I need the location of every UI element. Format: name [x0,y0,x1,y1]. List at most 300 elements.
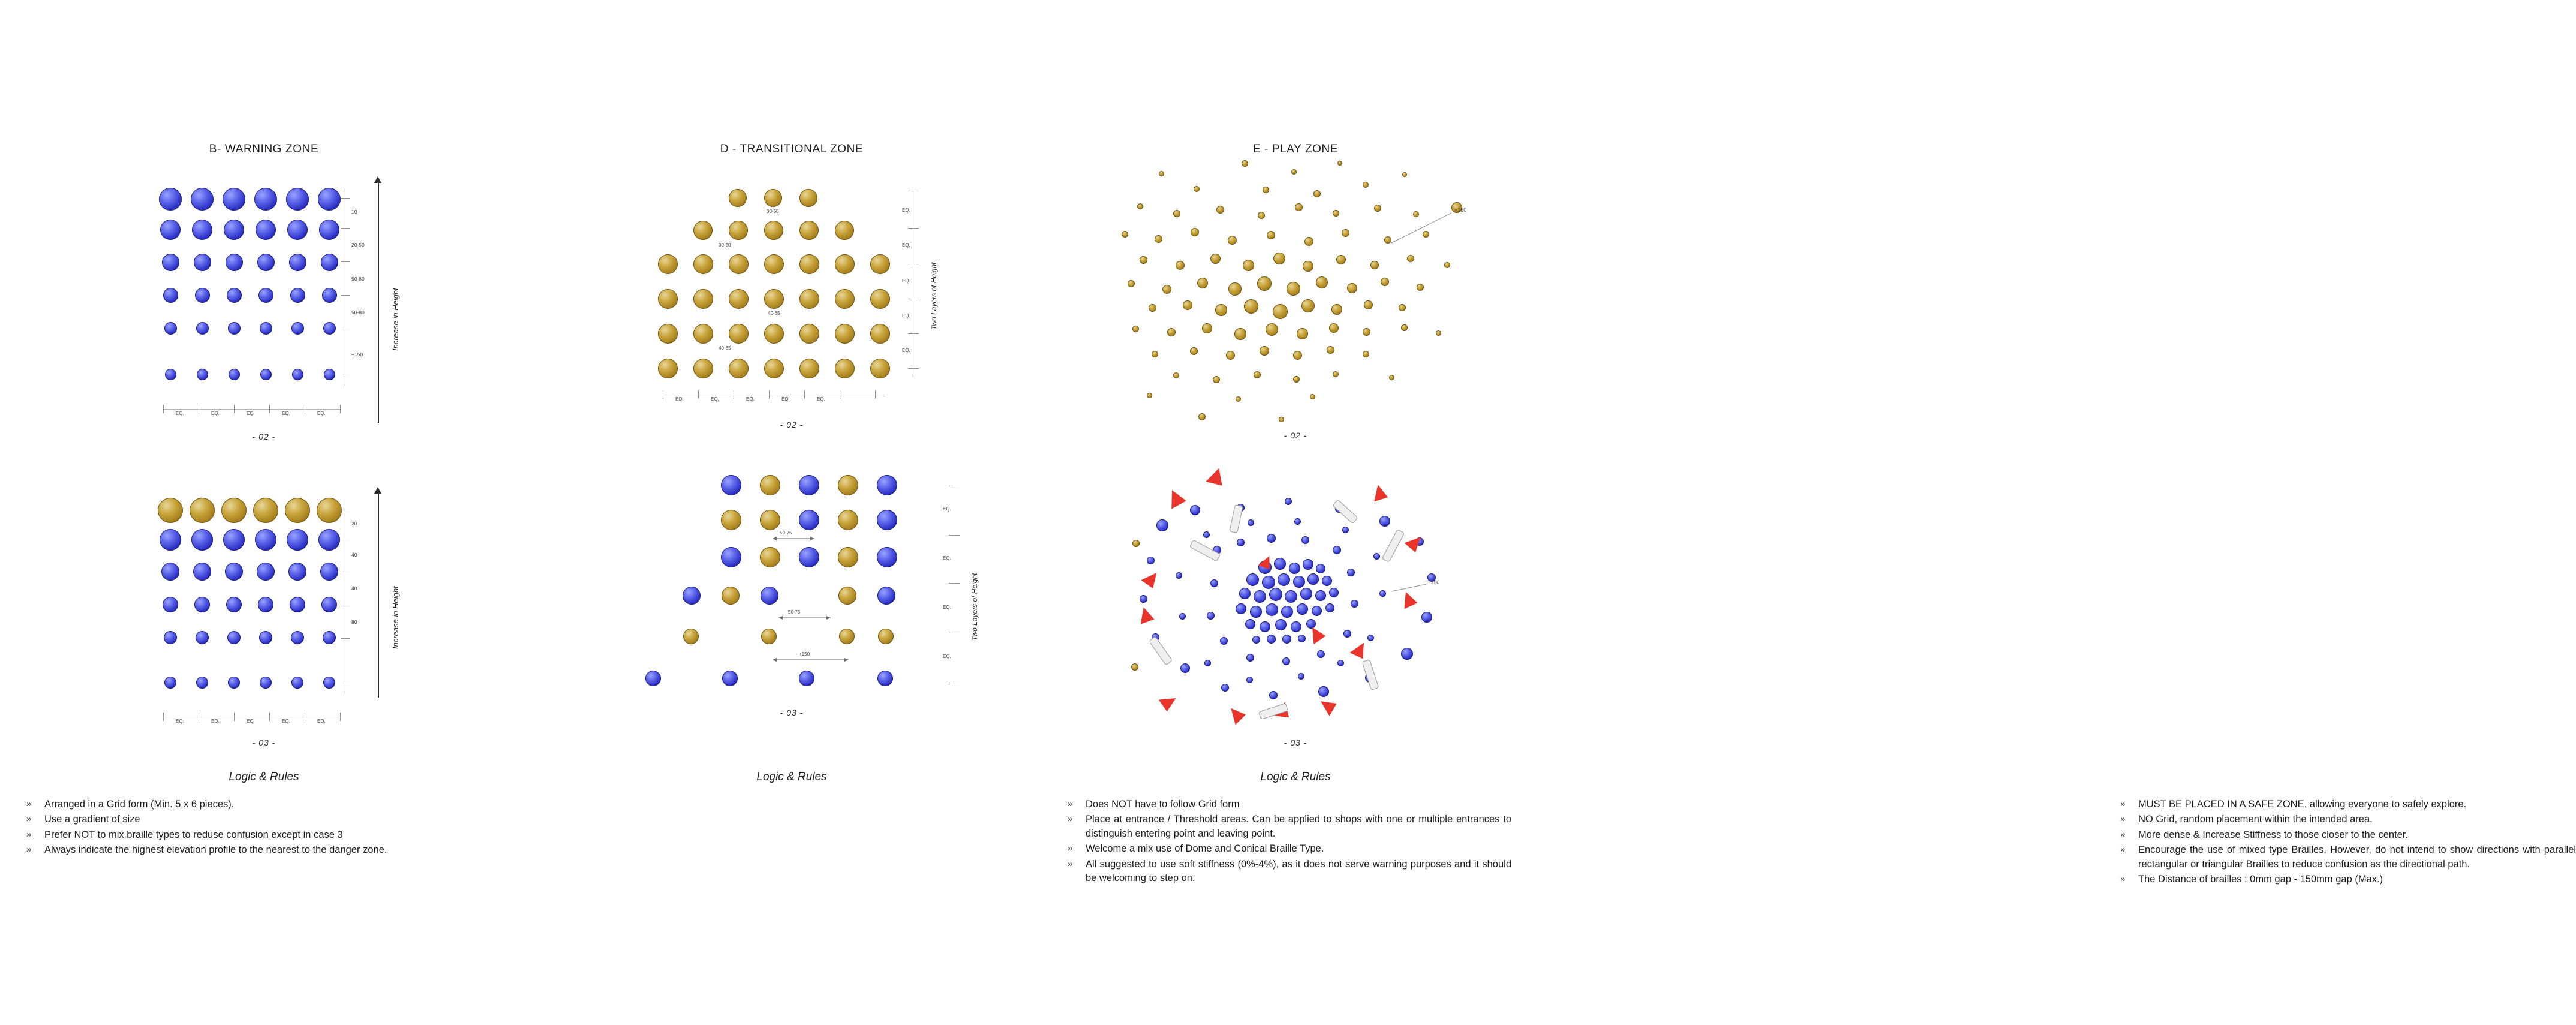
braille-dot [1167,328,1176,336]
braille-dot [1213,376,1220,383]
braille-dot [1313,190,1321,197]
braille-dot [196,631,209,644]
height-tick-label: 40 [351,585,357,591]
bullet-glyph: » [1068,843,1073,854]
rule-text [2138,813,2576,826]
height-tick-label: 40 [351,552,357,558]
axis-label-two-layers: Two Layers of Height [970,573,979,641]
braille-dot [1293,376,1300,383]
braille-dot [196,322,209,335]
figure-caption: - 02 - [780,420,804,429]
figure-e-03 [1056,462,1535,756]
figure-caption: - 02 - [1284,431,1307,440]
base-tick-label: EQ. [317,411,326,416]
braille-dot [317,498,342,523]
braille-dot [1191,228,1199,236]
braille-dot [1216,206,1224,214]
braille-dot [658,324,678,344]
braille-dot [162,254,179,271]
figure-e-02 [1056,153,1535,447]
base-tick-label: EQ. [211,719,220,724]
braille-dot [1363,351,1369,357]
braille-dot [319,220,339,240]
axis-label-increase-height: Increase in Height [391,288,400,351]
triangle-braille [1141,568,1162,589]
logic-title-e: Logic & Rules [1260,771,1331,783]
braille-dot [1289,563,1300,574]
braille-dot [1333,210,1339,217]
braille-dot [645,671,661,686]
braille-dot [839,629,855,644]
braille-dot [253,498,278,523]
braille-dot [256,220,276,240]
braille-dot [1364,300,1373,309]
base-tick-label: EQ. [317,719,326,724]
braille-dot [760,475,780,495]
tick [341,295,350,296]
braille-dot [764,221,783,240]
braille-dot [1228,236,1237,245]
braille-dot [159,188,182,211]
bullet-glyph: » [1068,858,1073,869]
braille-dot [1322,576,1332,586]
braille-dot [1176,261,1185,270]
inner-dim-label: 30-50 [719,242,731,248]
braille-dot [1389,375,1394,380]
braille-dot [1207,612,1215,620]
braille-dot [1281,606,1293,618]
braille-dot [164,322,177,335]
braille-dot [1293,576,1305,588]
tick [875,390,876,399]
braille-dot [165,369,176,380]
braille-dot [1236,396,1241,402]
rule-text: Always indicate the highest elevation profile to the nearest to the danger zone. [44,844,387,856]
zone-title-d: D - TRANSITIONAL ZONE [720,143,864,155]
braille-dot [1246,677,1253,683]
right-tick-label: EQ. [943,654,951,659]
height-axis-arrow [374,176,381,183]
height-axis-line [378,183,379,423]
braille-dot [1173,210,1180,217]
rules-list-b [26,798,470,859]
braille-dot [321,254,338,271]
braille-dot [292,369,303,380]
distance-label: +150 [1427,579,1440,585]
braille-dot [1417,284,1424,291]
height-tick-label: 80 [351,619,357,625]
braille-dot [722,587,740,605]
braille-dot [683,587,701,605]
braille-dot [1329,588,1339,597]
base-tick-label: EQ. [675,396,684,402]
height-axis-arrow [374,487,381,494]
braille-dot [228,322,241,335]
right-tick-label: EQ. [902,278,910,284]
braille-dot [1194,186,1200,192]
braille-dot [1407,255,1414,262]
rule-text: Prefer NOT to mix braille types to reduse confusion except in case 3 [44,829,343,840]
right-tick-label: EQ. [943,605,951,610]
braille-dot [287,529,308,551]
braille-dot [877,671,893,686]
rule-post: , allowing everyone to safely explore. [2304,799,2467,810]
braille-dot [764,289,784,309]
tick [908,333,919,334]
rule-text: Welcome a mix use of Dome and Conical Braille Type. [1086,843,1324,855]
braille-dot [1210,579,1218,587]
braille-dot [799,289,819,309]
rule-item [2120,843,2576,871]
braille-dot [1155,235,1162,243]
tick [234,713,235,721]
triangle-braille [1137,605,1155,624]
braille-dot [1162,285,1171,294]
braille-dot [1301,536,1309,544]
braille-dot [1262,576,1275,589]
rule-text: All suggested to use soft stiffness (0%-4%), as it does not serve warning purposes and it should be welcoming to step on. [1086,858,1511,884]
braille-dot [1132,326,1139,332]
height-tick-label: 20 [351,521,357,527]
braille-dot [835,254,855,274]
braille-dot [1210,254,1221,264]
rule-text: The Distance of brailles : 0mm gap - 150mm gap (Max.) [2138,874,2383,885]
braille-dot [194,597,210,612]
braille-dot [693,254,713,274]
braille-dot [1250,606,1262,618]
braille-dot [194,254,211,271]
figure-caption: - 03 - [1284,738,1307,747]
braille-dot [1252,636,1260,644]
braille-dot [1149,304,1156,312]
bullet-glyph: » [2120,874,2126,885]
braille-dot [1327,346,1334,354]
braille-dot [163,288,178,303]
braille-dot [1399,304,1406,311]
braille-dot [1379,590,1386,597]
base-tick-label: EQ. [176,719,184,724]
braille-dot [320,563,338,581]
braille-dot [658,289,678,309]
rule-item [26,843,470,857]
braille-dot [1318,686,1329,697]
rule-item [26,798,470,811]
braille-dot [290,597,305,612]
height-tick-label: 20-50 [351,242,365,248]
braille-dot [259,631,272,644]
rule-pre: MUST BE PLACED IN A [2138,799,2249,810]
rule-item [2120,873,2576,886]
braille-dot [877,475,897,495]
braille-dot [1436,330,1441,336]
figure-b-02 [0,180,528,462]
bullet-glyph: » [2120,844,2126,855]
rule-text: Place at entrance / Threshold areas. Can be applied to shops with one or multiple entrances to distinguish entering point and leaving point. [1086,814,1511,839]
braille-dot [1242,160,1248,167]
braille-dot [764,189,782,207]
braille-dot [1258,561,1272,574]
braille-dot [693,221,713,240]
braille-dot [1147,557,1155,564]
braille-dot [193,563,211,581]
braille-dot [1273,253,1285,264]
triangle-braille [1159,692,1180,713]
braille-dot [1202,323,1212,333]
braille-dot [1373,553,1380,560]
braille-dot [1342,527,1349,533]
braille-dot [1254,371,1261,378]
braille-dot [1267,635,1276,644]
bullet-glyph: » [1068,814,1073,825]
braille-dot [1147,393,1152,398]
braille-dot [258,288,273,303]
braille-dot [721,547,741,567]
leader-line-group [1056,153,1535,447]
braille-dot [1402,172,1407,177]
right-tick-label: EQ. [943,555,951,561]
base-tick-label: EQ. [176,411,184,416]
braille-dot [1140,256,1147,264]
braille-dot [1297,603,1308,615]
rule-item [2120,828,2576,842]
braille-dot [1263,187,1269,193]
braille-dot [1301,299,1315,312]
braille-dot [1307,573,1319,585]
inner-dim-label: 30-50 [767,209,779,214]
braille-dot [254,188,277,211]
braille-dot [761,629,777,644]
braille-dot [838,587,856,605]
braille-dot [693,324,713,344]
base-tick-label: EQ. [282,411,290,416]
tick [269,405,270,413]
figure-caption: - 03 - [780,708,804,717]
braille-dot [1384,236,1391,244]
braille-dot [255,529,276,551]
braille-dot [227,288,242,303]
braille-dot [1306,619,1316,629]
braille-dot [1294,518,1301,525]
braille-dot [1245,619,1255,629]
bullet-glyph: » [1068,799,1073,809]
braille-dot [288,563,306,581]
braille-dot [318,188,341,211]
logic-title-d: Logic & Rules [756,771,827,783]
braille-dot [877,510,897,530]
rule-text: Encourage the use of mixed type Brailles. However, do not intend to show directions with parallel rectangular or triangular Brailles to reduce confusion as the directional path. [2138,844,2576,870]
tick [698,390,699,399]
braille-dot [1267,534,1276,543]
braille-dot [1221,684,1229,692]
braille-dot [1370,261,1379,269]
braille-dot [1248,519,1254,526]
braille-dot [224,220,244,240]
braille-dot [658,359,678,378]
bullet-glyph: » [26,814,32,825]
braille-dot [729,324,749,344]
tick [234,405,235,413]
braille-dot [285,498,310,523]
braille-dot [1291,621,1301,632]
braille-dot [287,220,308,240]
braille-dot [1173,372,1179,378]
rectangular-braille [1382,529,1405,563]
height-tick-label: 50-80 [351,309,365,315]
braille-dot [164,677,176,689]
braille-dot [225,563,243,581]
braille-dot [1401,324,1408,331]
base-measure-line [163,409,340,410]
braille-dot [764,359,784,378]
rules-list-e [2120,798,2576,888]
braille-dot [1132,540,1140,547]
braille-dot [1317,650,1325,658]
braille-dot [160,529,181,551]
bullet-glyph: » [26,829,32,840]
tick [908,228,919,229]
braille-dot [221,498,247,523]
tick [163,405,164,413]
braille-dot [764,254,784,274]
rectangular-braille [1149,636,1173,666]
rule-item [2120,798,2576,811]
braille-dot [1159,171,1164,176]
braille-dot [1183,300,1192,310]
braille-dot [1156,519,1168,531]
braille-dot [260,677,272,689]
braille-dot [1179,613,1186,620]
braille-dot [1287,282,1300,296]
right-tick-label: EQ. [902,348,910,353]
braille-dot [760,510,780,530]
axis-label-two-layers: Two Layers of Height [930,262,938,330]
rectangular-braille [1362,659,1379,690]
braille-dot [1367,635,1374,641]
braille-dot [838,510,858,530]
braille-dot [1203,531,1210,538]
braille-dot [1236,603,1246,614]
braille-dot [1291,169,1297,175]
inner-dim-label: 50-75 [780,530,792,536]
braille-dot [683,629,699,644]
braille-dot [835,359,855,378]
braille-dot [195,288,210,303]
braille-dot [196,677,208,689]
tick [341,261,350,262]
inner-dim-label: 50-75 [788,609,801,615]
inner-dim-label: 40-65 [719,345,731,351]
braille-dot [1363,328,1370,336]
right-tick-label: EQ. [902,208,910,213]
braille-dot [1342,229,1349,237]
braille-dot [1381,278,1389,286]
rule-item [26,828,470,842]
braille-dot [289,254,306,271]
braille-dot [1234,328,1246,340]
braille-dot [878,629,894,644]
braille-dot [160,220,181,240]
braille-dot [1285,498,1292,505]
braille-dot [1421,612,1432,623]
braille-dot [1415,537,1424,546]
braille-dot [729,189,747,207]
triangle-braille [1206,465,1227,486]
braille-dot [838,547,858,567]
braille-dot [1258,212,1265,219]
rule-underline: SAFE ZONE [2248,799,2304,810]
braille-dot [1304,237,1313,246]
braille-dot [1343,630,1351,638]
figure-caption: - 02 - [252,432,276,441]
braille-dot [1180,663,1190,673]
rule-text: More dense & Increase Stiffness to those closer to the center. [2138,829,2409,840]
braille-dot [764,324,784,344]
braille-dot [870,254,890,274]
bullet-glyph: » [2120,829,2126,840]
column-play-zone [1056,0,2576,1025]
braille-dot [1298,673,1304,680]
braille-dot [1303,261,1313,272]
braille-dot [799,475,819,495]
braille-dot [1293,351,1302,360]
braille-dot [693,359,713,378]
braille-dot [291,631,304,644]
base-tick-label: EQ. [282,719,290,724]
braille-dot [1215,304,1227,316]
tick [340,405,341,413]
base-tick-label: EQ. [817,396,825,402]
braille-dot [1316,276,1328,288]
braille-dot [1401,648,1413,660]
braille-dot [191,529,213,551]
braille-dot [1325,603,1334,612]
rule-underline: NO [2138,814,2153,825]
braille-dot [1246,654,1254,662]
braille-dot [1243,260,1254,271]
figure-d-02 [528,180,1056,444]
braille-dot [1269,588,1282,601]
braille-dot [190,498,215,523]
braille-dot [1423,231,1429,238]
leader-line-group-2 [1056,462,1535,756]
braille-dot [1260,346,1269,356]
bullet-glyph: » [2120,814,2126,825]
braille-dot [1266,323,1278,336]
braille-dot [1333,546,1341,554]
braille-dot [1176,572,1182,579]
braille-dot [1204,660,1211,666]
braille-dot [1347,569,1355,576]
tick [769,390,770,399]
braille-dot [323,677,335,689]
logic-title-b: Logic & Rules [229,771,299,783]
braille-dot [1297,328,1308,339]
triangle-braille [1164,486,1186,509]
braille-dot [1140,595,1147,603]
braille-dot [1295,203,1303,211]
braille-dot [1331,304,1342,315]
rectangular-braille [1258,703,1288,720]
braille-dot [1254,590,1266,603]
base-tick-label: EQ. [211,411,220,416]
braille-dot [1444,262,1450,268]
bullet-glyph: » [26,799,32,809]
braille-dot [1260,621,1270,632]
tick [949,535,960,536]
triangle-braille [1350,639,1370,660]
braille-dot [722,671,738,686]
right-tick-label: EQ. [943,506,951,512]
